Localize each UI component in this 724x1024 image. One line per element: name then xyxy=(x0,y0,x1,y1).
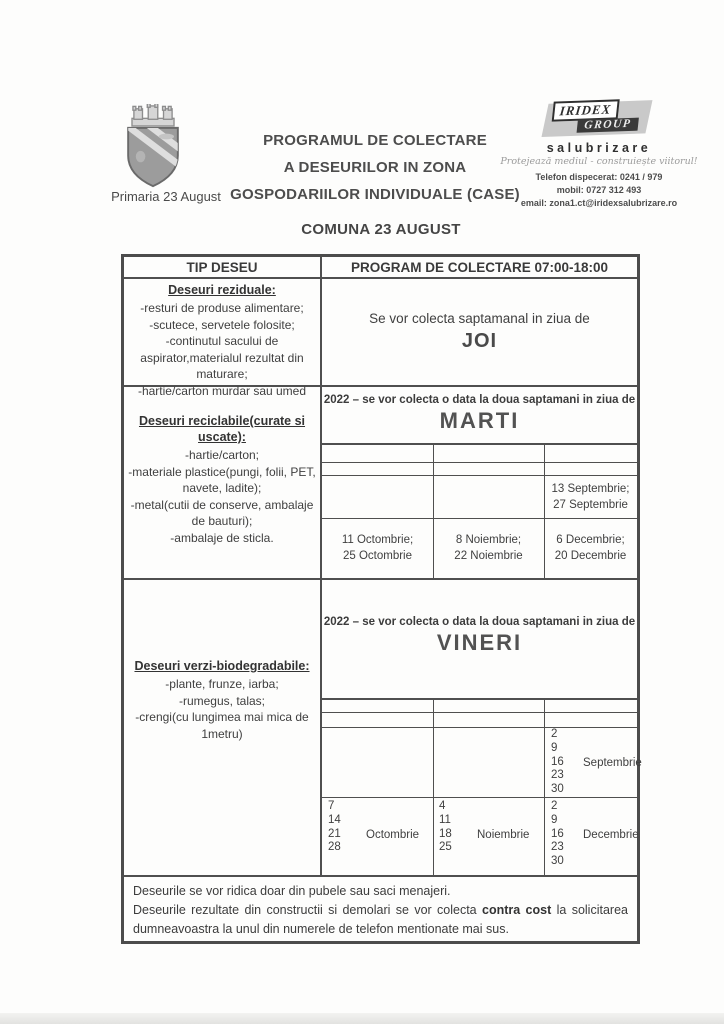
residual-item: -hartie/carton murdar sau umed xyxy=(137,383,307,398)
month-label: Noiembrie xyxy=(477,829,530,841)
date-line: 27 Septembrie xyxy=(553,499,628,511)
provider-slogan: Protejează mediul - construiește viitorul! xyxy=(500,156,698,167)
date-line: 25 Octombrie xyxy=(342,550,413,562)
email-line: email: zona1.ct@iridexsalubrizare.ro xyxy=(520,198,678,208)
grid-line xyxy=(322,797,637,798)
month-label: Septembrie xyxy=(583,756,642,769)
date-line: 20 Decembrie xyxy=(554,550,627,562)
collection-schedule-table xyxy=(121,254,640,944)
day-numbers: 2 9 16 23 30 xyxy=(551,728,564,796)
commune-heading: COMUNA 23 AUGUST xyxy=(301,221,461,238)
title-line-2: A DESEURILOR IN ZONA xyxy=(283,159,467,176)
tuesday-schedule-day: MARTI xyxy=(439,408,520,433)
recyclable-item: -metal(cutii de conserve, ambalaje de bauturi); xyxy=(130,497,314,528)
residual-waste-cell xyxy=(124,279,320,398)
residual-item: -scutece, servetele folosite; xyxy=(149,317,295,332)
date-line: 11 Octombrie; xyxy=(341,534,414,546)
provider-block xyxy=(488,100,710,210)
document-title xyxy=(226,127,524,208)
tuesday-december-dates xyxy=(544,519,637,577)
friday-october-dates xyxy=(322,800,433,875)
day-numbers: 4 11 18 25 xyxy=(439,800,452,854)
date-line: 6 Decembrie; xyxy=(556,534,625,546)
residual-item: -resturi de produse alimentare; xyxy=(140,301,304,315)
green-item: -rumegus, talas; xyxy=(178,693,266,708)
date-line: 8 Noiembrie; xyxy=(455,534,522,546)
green-title: Deseuri verzi-biodegradabile: xyxy=(134,659,310,673)
friday-september-dates xyxy=(544,728,642,797)
grid-line xyxy=(322,698,637,700)
notes-line-2-bold: contra cost xyxy=(482,903,552,917)
mobile-line: mobil: 0727 312 493 xyxy=(556,185,642,195)
column-header-waste-type: TIP DESEU xyxy=(186,259,258,275)
tuesday-october-dates xyxy=(322,519,433,577)
date-line: 13 Septembrie; xyxy=(551,483,630,495)
iridex-group-logo-icon xyxy=(542,98,655,140)
residual-schedule-intro: Se vor colecta saptamanal in ziua de xyxy=(369,311,590,326)
recyclable-title: Deseuri reciclabile(curate si uscate): xyxy=(138,414,306,444)
tuesday-september-dates xyxy=(544,476,637,518)
green-item: -crengi(cu lungimea mai mica de 1metru) xyxy=(135,710,309,741)
brand-name-bottom: GROUP xyxy=(577,118,639,133)
provider-contacts xyxy=(488,171,710,210)
residual-item: -continutul sacului de aspirator,materialul rezultat din maturare; xyxy=(140,334,304,381)
green-item: -plante, frunze, iarba; xyxy=(165,677,279,691)
friday-november-dates xyxy=(433,800,544,875)
month-label: Decembrie xyxy=(583,829,639,841)
residual-schedule-day: JOI xyxy=(461,330,498,352)
recyclable-item: -hartie/carton; xyxy=(184,448,260,462)
brand-name-top: IRIDEX xyxy=(552,99,620,121)
recyclable-item: -ambalaje de sticla. xyxy=(170,530,274,545)
green-waste-cell xyxy=(124,580,320,875)
friday-schedule-intro: 2022 – se vor colecta o data la doua saptamani in ziua de xyxy=(323,616,636,628)
coat-of-arms-icon xyxy=(117,104,189,190)
notes-line-1: Deseurile se vor ridica doar din pubele sau saci menajeri. xyxy=(133,884,451,898)
grid-line xyxy=(322,462,637,463)
title-line-1: PROGRAMUL DE COLECTARE xyxy=(263,132,487,149)
grid-line xyxy=(322,712,637,713)
day-numbers: 7 14 21 28 xyxy=(328,800,341,854)
notes-cell xyxy=(124,877,637,941)
tuesday-november-dates xyxy=(433,519,544,577)
friday-december-dates xyxy=(544,800,637,875)
friday-schedule-day: VINERI xyxy=(436,630,523,655)
day-numbers: 2 9 16 23 30 xyxy=(551,800,564,868)
recyclable-item: -materiale plastice(pungi, folii, PET, navete, ladite); xyxy=(128,464,316,495)
grid-line xyxy=(322,443,637,445)
tuesday-schedule-intro: 2022 – se vor colecta o data la doua saptamani in ziua de xyxy=(323,394,636,406)
municipality-label: Primaria 23 August xyxy=(111,189,221,204)
date-line: 22 Noiembrie xyxy=(454,550,523,562)
notes-line-2-pre: Deseurile rezultate din constructii si demolari se vor colecta xyxy=(133,903,477,917)
residual-title: Deseuri reziduale: xyxy=(168,283,276,297)
column-header-schedule: PROGRAM DE COLECTARE 07:00-18:00 xyxy=(350,259,609,275)
service-label: salubrizare xyxy=(546,141,652,155)
friday-schedule-band xyxy=(322,580,637,698)
title-line-3: GOSPODARIILOR INDIVIDUALE (CASE) xyxy=(230,186,520,203)
scan-edge-shadow xyxy=(0,1013,724,1024)
notes-line-2-post: la solicitarea dumneavoastra la unul din numerele de telefon mentionate mai sus. xyxy=(133,903,628,936)
tuesday-schedule-band xyxy=(322,387,637,443)
phone-line: Telefon dispecerat: 0241 / 979 xyxy=(535,172,663,182)
notes-line-2 xyxy=(133,901,628,939)
month-label: Octombrie xyxy=(366,829,420,841)
residual-schedule-cell xyxy=(322,279,637,385)
recyclable-waste-cell xyxy=(124,387,320,578)
